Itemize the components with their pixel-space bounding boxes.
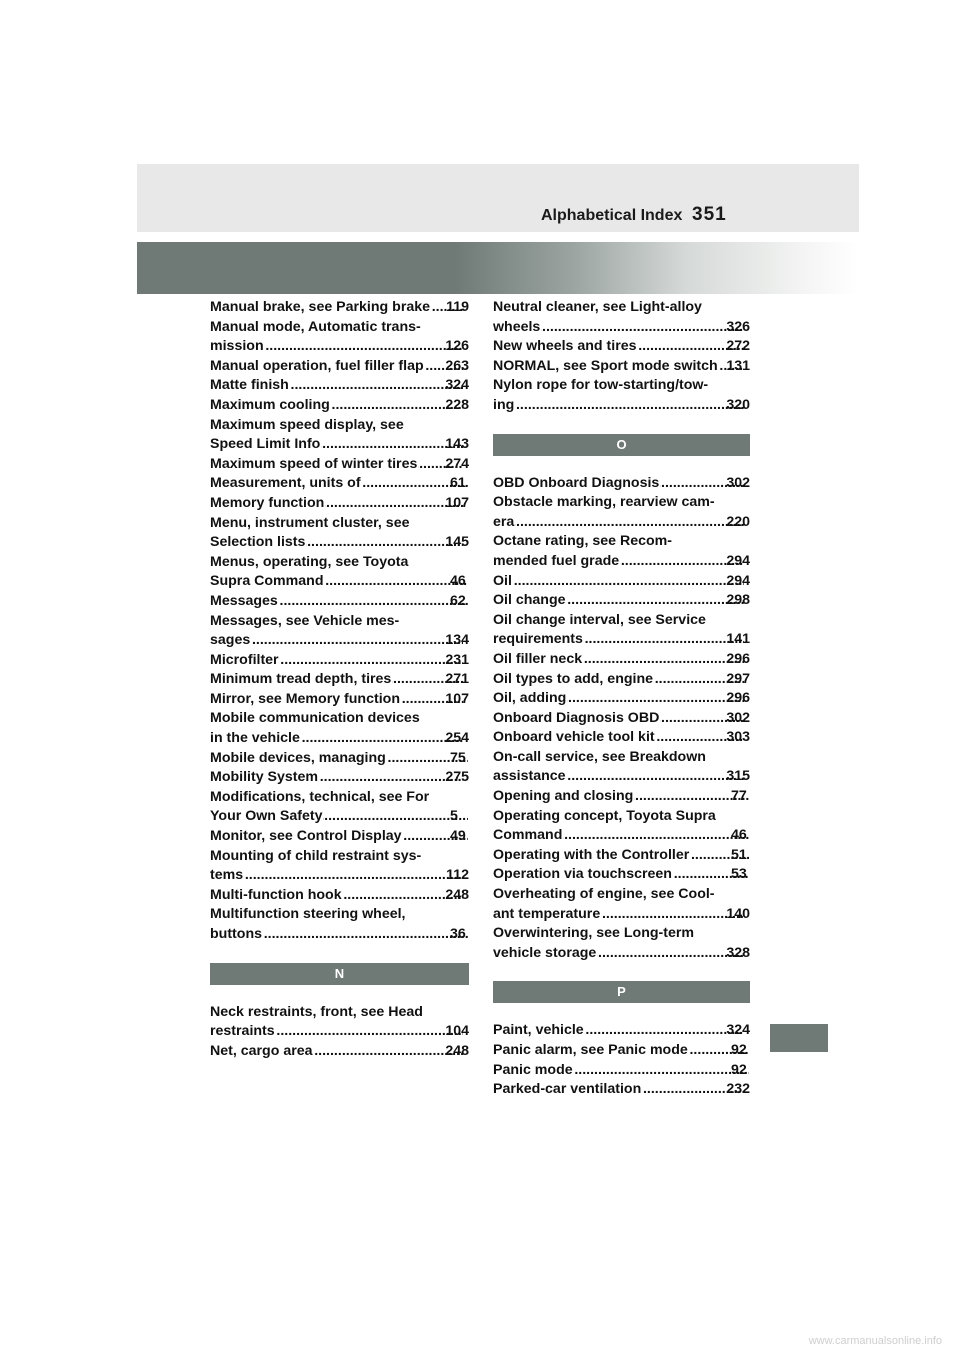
index-entry xyxy=(493,591,750,611)
index-entry-text: Speed Limit Info xyxy=(210,436,321,453)
index-entry-line xyxy=(493,709,750,729)
index-entry-text: Multi-function hook xyxy=(210,886,342,903)
dot-leader xyxy=(331,396,464,416)
index-entry-text: ing xyxy=(493,396,515,413)
section-header-o: O xyxy=(493,434,750,456)
index-entry-text: Mobility System xyxy=(210,769,319,786)
page-reference: 141 xyxy=(726,631,750,648)
index-entry-line: Operating with the Controller ..... 51 xyxy=(512,846,750,866)
index-entry-text: Mobile devices, managing xyxy=(210,749,386,766)
section-header-p: P xyxy=(493,981,750,1003)
index-entry xyxy=(493,748,750,787)
index-entry-text: Opening and closing xyxy=(493,788,634,805)
index-entry-line xyxy=(493,728,750,748)
page-reference: 104 xyxy=(445,1023,469,1040)
index-entry xyxy=(210,376,469,396)
dot-leader xyxy=(319,768,463,788)
index-entry-text: ant temperature xyxy=(493,905,601,922)
index-entry-text: OBD Onboard Diagnosis xyxy=(493,474,660,491)
index-entry-text: NORMAL, see Sport mode switch xyxy=(493,357,718,374)
dot-leader xyxy=(280,651,464,671)
index-entry-line xyxy=(493,1080,750,1100)
footer-watermark-url: www.carmanualsonline.info xyxy=(808,1335,942,1347)
index-entry-text: Oil types to add, engine xyxy=(493,670,654,687)
index-entry-line xyxy=(493,944,750,964)
index-entry-line xyxy=(210,768,469,788)
index-entry-text: Maximum speed display, see xyxy=(210,416,404,433)
index-entry-text: Net, cargo area xyxy=(210,1042,313,1059)
index-entry-text: Microfilter xyxy=(210,651,279,668)
index-entry xyxy=(210,592,469,612)
index-entry-line xyxy=(493,905,750,925)
index-entry xyxy=(210,357,469,377)
index-entry-text: era xyxy=(493,513,515,530)
index-entry-line xyxy=(493,474,750,494)
page-reference: 271 xyxy=(445,671,469,688)
page-reference: 302 xyxy=(726,709,750,726)
index-entry-line: Operation via touchscreen ..... 53 xyxy=(512,865,750,885)
index-entry xyxy=(493,650,750,670)
dot-leader xyxy=(290,376,464,396)
entries-p-list xyxy=(493,1021,750,1099)
index-entry-text: Manual brake, see Parking brake xyxy=(210,299,431,315)
page-reference: 302 xyxy=(726,474,750,491)
index-entry xyxy=(493,474,750,494)
index-entry xyxy=(210,318,469,357)
dot-leader xyxy=(263,925,468,945)
index-entry xyxy=(493,298,750,337)
page-reference: 298 xyxy=(726,592,750,609)
index-entry xyxy=(493,1080,750,1100)
page-reference: 228 xyxy=(445,396,469,413)
index-entry-text: Multifunction steering wheel, xyxy=(210,906,406,923)
index-entry-line xyxy=(210,533,469,553)
page-reference: 126 xyxy=(445,338,469,355)
dot-leader xyxy=(325,494,463,514)
index-entry-text: Nylon rope for tow-starting/tow- xyxy=(493,377,709,394)
page-reference: 294 xyxy=(726,572,750,589)
index-entry-line xyxy=(210,494,469,514)
index-entry-line xyxy=(493,396,750,416)
index-entry xyxy=(210,612,469,651)
page-reference: 272 xyxy=(726,338,750,355)
index-entry xyxy=(210,651,469,671)
index-entry xyxy=(493,337,750,357)
index-entry-line: Monitor, see Control Display ..... 49 xyxy=(229,827,469,847)
index-entry-text: mission xyxy=(210,338,264,355)
index-entry xyxy=(493,670,750,690)
index-entry-line xyxy=(493,1021,750,1041)
page-reference: 315 xyxy=(726,768,750,785)
index-entry-line xyxy=(210,866,469,886)
dot-leader xyxy=(541,318,744,338)
dot-leader xyxy=(515,513,744,533)
index-entry xyxy=(210,396,469,416)
index-entry xyxy=(493,1041,750,1061)
index-entry-text: wheels xyxy=(493,318,541,335)
index-entry-text: Operating with the Controller xyxy=(493,846,690,863)
index-entry-line xyxy=(493,318,750,338)
index-entry-text: vehicle storage xyxy=(493,944,597,961)
index-entry-text: Messages xyxy=(210,592,278,609)
dot-leader xyxy=(279,592,468,612)
right-column xyxy=(493,298,750,1100)
index-entry-text: Command xyxy=(493,827,563,844)
index-entry xyxy=(210,768,469,788)
dot-leader xyxy=(563,826,749,846)
index-entry xyxy=(493,532,750,571)
index-entry-text: Overwintering, see Long-term xyxy=(493,925,695,942)
dot-leader xyxy=(251,631,463,651)
index-entry-text: Operating concept, Toyota Supra xyxy=(493,807,716,824)
dot-leader xyxy=(323,807,468,827)
index-entry xyxy=(493,689,750,709)
page-reference: 131 xyxy=(726,357,750,374)
index-entry-text: New wheels and tires xyxy=(493,338,637,355)
page-reference: 263 xyxy=(445,357,469,374)
header-gradient-band xyxy=(137,242,859,294)
index-entry-line: Opening and closing ..... 77 xyxy=(512,787,750,807)
dot-leader xyxy=(567,767,745,787)
index-entry-text: Monitor, see Control Display xyxy=(210,828,402,845)
index-entry-line xyxy=(493,767,750,787)
index-entry xyxy=(210,886,469,906)
index-entry-text: Obstacle marking, rearview cam- xyxy=(493,494,715,511)
index-entry-line: Messages ..... 62 xyxy=(229,592,469,612)
index-entry-line xyxy=(493,591,750,611)
index-entry-text: Mirror, see Memory function xyxy=(210,690,400,707)
index-entry-line xyxy=(210,1022,469,1042)
index-entry xyxy=(493,924,750,963)
index-entry xyxy=(210,788,469,827)
index-entry-text: Selection lists xyxy=(210,534,306,551)
page-reference: 119 xyxy=(446,299,469,315)
index-entry xyxy=(493,1061,750,1081)
index-entry-text: Maximum speed of winter tires xyxy=(210,455,418,472)
index-entry-line xyxy=(493,552,750,572)
index-entry-text: Maximum cooling xyxy=(210,396,330,413)
index-entry xyxy=(493,611,750,650)
index-entry-text: Matte finish xyxy=(210,377,289,394)
page-reference: 297 xyxy=(726,670,750,687)
index-entry-text: in the vehicle xyxy=(210,730,300,747)
index-entry-text: Memory function xyxy=(210,494,325,511)
index-entry-text: Overheating of engine, see Cool- xyxy=(493,886,715,903)
page-reference: 107 xyxy=(445,690,469,707)
index-entry xyxy=(493,807,750,846)
page-reference: 275 xyxy=(445,769,469,786)
page-reference: 254 xyxy=(445,730,469,747)
page-reference: 134 xyxy=(445,632,469,649)
index-entry xyxy=(210,494,469,514)
index-entry-line xyxy=(210,396,469,416)
index-entry-text: Oil, adding xyxy=(493,690,567,707)
index-entry-line xyxy=(210,886,469,906)
index-entry-text: Mobile communication devices xyxy=(210,710,420,727)
index-entry-text: Oil change xyxy=(493,592,566,609)
index-entry-line: Measurement, units of ..... 61 xyxy=(229,474,469,494)
index-entry-text: Neck restraints, front, see Head xyxy=(210,1003,423,1020)
index-entry xyxy=(493,709,750,729)
index-entry-line: Panic alarm, see Panic mode ..... 92 xyxy=(512,1041,750,1061)
index-entry-line xyxy=(493,650,750,670)
index-entry-line xyxy=(493,689,750,709)
index-entry-line xyxy=(210,690,469,710)
entries-o-list xyxy=(493,474,750,964)
index-entry-line xyxy=(210,357,469,377)
header-band xyxy=(137,164,859,232)
page-reference: 231 xyxy=(445,651,469,668)
index-entry-text: Onboard vehicle tool kit xyxy=(493,729,655,746)
page-reference: 107 xyxy=(445,494,469,511)
page-title: Alphabetical Index xyxy=(541,207,683,224)
index-entry-text: tems xyxy=(210,867,244,884)
index-entry-text: mended fuel grade xyxy=(493,552,620,569)
dot-leader xyxy=(567,591,745,611)
page-reference: 220 xyxy=(726,513,750,530)
index-entry-text: Paint, vehicle xyxy=(493,1022,584,1039)
index-entry-line: Command ..... 46 xyxy=(512,826,750,846)
dot-leader xyxy=(567,689,744,709)
index-entry xyxy=(210,553,469,592)
dot-leader xyxy=(325,572,468,592)
index-entry xyxy=(493,787,750,807)
index-entry-text: Octane rating, see Recom- xyxy=(493,533,672,550)
index-entry-line: Panic mode ..... 92 xyxy=(512,1061,750,1081)
chapter-tab-marker xyxy=(770,1024,828,1052)
index-entry-text: Manual operation, fuel filler flap xyxy=(210,357,424,374)
page-reference: 326 xyxy=(726,318,750,335)
entries-n-list xyxy=(210,1003,469,1062)
index-entry xyxy=(210,670,469,690)
index-entry-text: sages xyxy=(210,632,251,649)
index-entry-line: Your Own Safety ..... 5 xyxy=(229,807,469,827)
page-reference: 324 xyxy=(445,377,469,394)
index-entry xyxy=(493,357,750,377)
page-reference: 248 xyxy=(445,886,469,903)
index-entry xyxy=(493,865,750,885)
index-entry-line: buttons ..... 36 xyxy=(229,925,469,945)
index-entry-text: Neutral cleaner, see Light-alloy xyxy=(493,299,702,315)
dot-leader xyxy=(306,533,463,553)
index-entry-line xyxy=(210,376,469,396)
index-entry xyxy=(210,749,469,769)
page-reference: 328 xyxy=(726,944,750,961)
dot-leader xyxy=(601,905,744,925)
index-entry-line: Supra Command ..... 46 xyxy=(229,572,469,592)
index-entry xyxy=(210,416,469,455)
index-entry-text: Mounting of child restraint sys- xyxy=(210,847,422,864)
index-entry xyxy=(210,1003,469,1042)
page-reference: 232 xyxy=(726,1081,750,1098)
left-column xyxy=(210,298,469,1061)
index-entry xyxy=(210,709,469,748)
index-entry-line: Oil ..... 294 xyxy=(512,572,750,592)
index-entry xyxy=(210,514,469,553)
dot-leader xyxy=(301,729,463,749)
index-entry-line xyxy=(210,651,469,671)
entries-m-list xyxy=(210,298,469,945)
dot-leader xyxy=(276,1022,464,1042)
page-reference: 320 xyxy=(726,396,750,413)
index-entry-text: Manual mode, Automatic trans- xyxy=(210,318,421,335)
index-entry xyxy=(493,846,750,866)
index-entry-line xyxy=(493,337,750,357)
page-reference: 296 xyxy=(726,690,750,707)
index-entry-text: Supra Command xyxy=(210,573,324,590)
index-entry-text: requirements xyxy=(493,631,583,648)
index-entry-text: Minimum tread depth, tires xyxy=(210,671,392,688)
index-entry-line xyxy=(210,729,469,749)
index-entry xyxy=(210,1042,469,1062)
index-entry-text: Panic mode xyxy=(493,1061,573,1078)
index-entry xyxy=(210,847,469,886)
dot-leader xyxy=(515,396,744,416)
index-entry-line xyxy=(210,670,469,690)
dot-leader xyxy=(513,572,744,592)
index-entry xyxy=(210,474,469,494)
index-entry xyxy=(493,493,750,532)
index-entry xyxy=(210,298,469,318)
page-reference: 294 xyxy=(726,552,750,569)
index-entry xyxy=(210,827,469,847)
page-reference: 296 xyxy=(726,650,750,667)
index-entry-text: Menu, instrument cluster, see xyxy=(210,514,410,531)
index-entry-text: Messages, see Vehicle mes- xyxy=(210,612,400,629)
index-entry-text: Parked-car ventilation xyxy=(493,1081,642,1098)
index-entry xyxy=(493,885,750,924)
dot-leader xyxy=(321,435,463,455)
index-entry xyxy=(493,572,750,592)
page-number: 351 xyxy=(692,204,727,225)
index-entry-text: Oil change interval, see Service xyxy=(493,611,706,628)
index-entry-line xyxy=(210,455,469,475)
dot-leader xyxy=(574,1061,749,1081)
index-entry-line xyxy=(210,631,469,651)
page-reference: 140 xyxy=(726,905,750,922)
index-entry-text: Operation via touchscreen xyxy=(493,866,672,883)
page-reference: 248 xyxy=(445,1042,469,1059)
index-entry xyxy=(210,690,469,710)
dot-leader xyxy=(583,650,744,670)
page-reference: 303 xyxy=(726,729,750,746)
index-entry-line xyxy=(210,298,469,318)
index-entry xyxy=(493,376,750,415)
index-entry xyxy=(493,1021,750,1041)
index-entry-text: restraints xyxy=(210,1023,275,1040)
page-reference: 324 xyxy=(726,1022,750,1039)
index-entry xyxy=(210,905,469,944)
index-entry xyxy=(210,455,469,475)
index-entry-text: Panic alarm, see Panic mode xyxy=(493,1042,688,1058)
page-reference: 112 xyxy=(446,867,469,884)
dot-leader xyxy=(314,1042,464,1062)
index-entry-line xyxy=(210,1042,469,1062)
dot-leader xyxy=(584,630,744,650)
index-entry xyxy=(493,728,750,748)
index-entry-text: Menus, operating, see Toyota xyxy=(210,553,409,570)
index-entry-text: Oil filler neck xyxy=(493,650,583,667)
index-entry-text: Measurement, units of xyxy=(210,475,361,492)
index-entry-line xyxy=(493,630,750,650)
index-entry-text: On-call service, see Breakdown xyxy=(493,748,706,765)
page-reference: 145 xyxy=(445,534,469,551)
index-entry-text: assistance xyxy=(493,768,566,785)
page-reference: 274 xyxy=(445,455,469,472)
section-header-n: N xyxy=(210,963,469,985)
index-entry-text: buttons xyxy=(210,926,263,942)
entries-n-continued-list xyxy=(493,298,750,416)
index-entry-text: Modifications, technical, see For xyxy=(210,788,430,805)
index-entry-line: Mobile devices, managing ..... 75 xyxy=(229,749,469,769)
dot-leader xyxy=(585,1021,745,1041)
index-entry-line xyxy=(493,357,750,377)
dot-leader xyxy=(244,866,464,886)
dot-leader xyxy=(597,944,744,964)
index-entry-text: Onboard Diagnosis OBD xyxy=(493,709,660,726)
dot-leader xyxy=(265,337,464,357)
page-reference: 143 xyxy=(445,436,469,453)
index-entry-text: Your Own Safety xyxy=(210,808,323,825)
index-entry-line xyxy=(493,513,750,533)
index-entry-line xyxy=(210,337,469,357)
index-entry-line xyxy=(493,670,750,690)
index-entry-line xyxy=(210,435,469,455)
